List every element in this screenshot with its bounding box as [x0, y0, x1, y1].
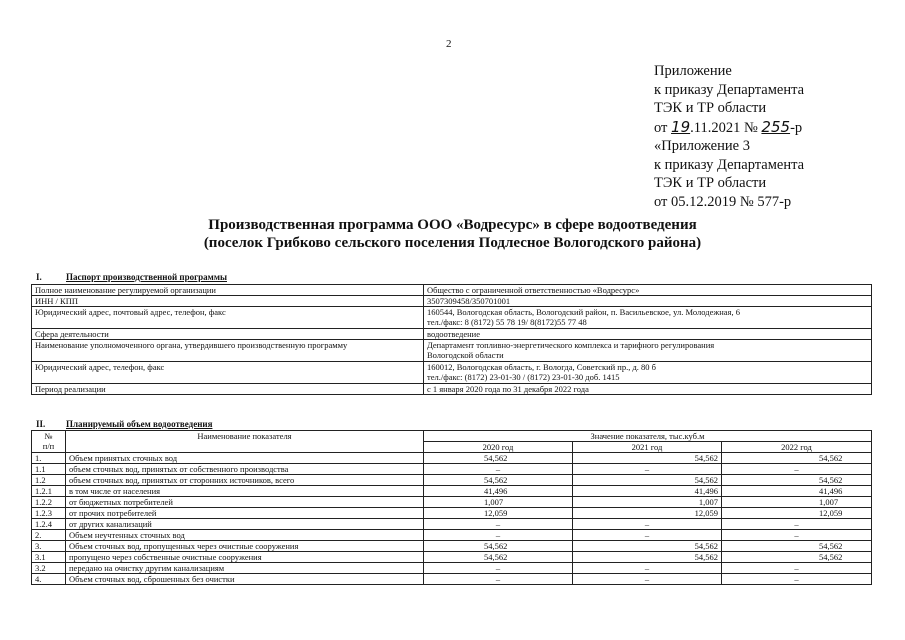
passport-row [32, 296, 872, 307]
section-1-heading [36, 272, 227, 282]
appendix-line: ТЭК и ТР области [654, 100, 767, 116]
row-number: 1.2.2 [32, 497, 66, 508]
row-name: от прочих потребителей [66, 508, 424, 519]
row-number: 1.2.3 [32, 508, 66, 519]
appendix-line: ТЭК и ТР области [654, 175, 767, 191]
volume-row [32, 508, 872, 519]
row-value-2021: – [573, 563, 722, 574]
row-name: Объем сточных вод, пропущенных через очистные сооружения [66, 541, 424, 552]
row-value-2022: 1,007 [722, 497, 872, 508]
passport-value: Общество с ограниченной ответственностью «Водресурс» [424, 285, 872, 296]
row-value-2020: – [424, 519, 573, 530]
header-name: Наименование показателя [66, 431, 424, 453]
passport-row [32, 384, 872, 395]
volume-row [32, 453, 872, 464]
row-value-2020: 12,059 [424, 508, 573, 519]
row-value-2022: – [722, 519, 872, 530]
row-number: 1.1 [32, 464, 66, 475]
row-value-2022: – [722, 464, 872, 475]
passport-label: Юридический адрес, почтовый адрес, телефон, факс [32, 307, 424, 329]
row-value-2020: 54,562 [424, 541, 573, 552]
title-line-2: (поселок Грибково сельского поселения Подлесное Вологодского района) [203, 235, 702, 251]
section-2-heading [36, 419, 212, 429]
passport-table [31, 284, 872, 395]
row-value-2020: 1,007 [424, 497, 573, 508]
row-value-2020: 41,496 [424, 486, 573, 497]
row-value-2021: 12,059 [573, 508, 722, 519]
row-name: объем сточных вод, принятых от сторонних источников, всего [66, 475, 424, 486]
page-number: 2 [446, 38, 452, 50]
volume-row [32, 519, 872, 530]
row-number: 1. [32, 453, 66, 464]
row-value-2022: 41,496 [722, 486, 872, 497]
row-value-2021: – [573, 519, 722, 530]
passport-label: Период реализации [32, 384, 424, 395]
row-name: объем сточных вод, принятых от собственного производства [66, 464, 424, 475]
row-value-2022: 54,562 [722, 552, 872, 563]
row-value-2021: 54,562 [573, 552, 722, 563]
passport-label: ИНН / КПП [32, 296, 424, 307]
row-value-2021: – [573, 530, 722, 541]
order-date-line [654, 118, 894, 138]
passport-label: Полное наименование регулируемой организации [32, 285, 424, 296]
section-title: Планируемый объем водоотведения [66, 419, 213, 429]
row-value-2020: 54,562 [424, 453, 573, 464]
row-name: пропущено через собственные очистные сооружения [66, 552, 424, 563]
appendix-line: к приказу Департамента [654, 81, 805, 98]
row-number: 3.2 [32, 563, 66, 574]
appendix-line: «Приложение 3 [654, 138, 750, 154]
appendix-line: от 05.12.2019 № 577-р [654, 193, 792, 210]
passport-row [32, 285, 872, 296]
row-name: в том числе от населения [66, 486, 424, 497]
passport-value: с 1 января 2020 года по 31 декабря 2022 года [424, 384, 872, 395]
row-value-2021: – [573, 464, 722, 475]
row-value-2020: – [424, 530, 573, 541]
row-number: 2. [32, 530, 66, 541]
volume-table [31, 430, 872, 585]
volume-row [32, 530, 872, 541]
row-value-2020: – [424, 574, 573, 585]
section-title: Паспорт производственной программы [66, 272, 227, 282]
row-number: 3. [32, 541, 66, 552]
header-year: 2020 год [424, 442, 573, 453]
row-value-2020: – [424, 563, 573, 574]
section-number: I. [36, 272, 42, 282]
row-value-2020: – [424, 464, 573, 475]
title-line-1: Производственная программа ООО «Водресурс» в сфере водоотведения [208, 217, 697, 233]
row-value-2022: – [722, 563, 872, 574]
row-name: Объем принятых сточных вод [66, 453, 424, 464]
header-year: 2022 год [722, 442, 872, 453]
row-value-2022: 54,562 [722, 475, 872, 486]
order-mid: .11.2021 № [690, 119, 762, 136]
row-value-2022: 54,562 [722, 453, 872, 464]
row-value-2020: 54,562 [424, 552, 573, 563]
passport-value: Департамент топливно-энергетического комплекса и тарифного регулирования Вологодской области [424, 340, 872, 362]
row-value-2021: 41,496 [573, 486, 722, 497]
volume-row [32, 552, 872, 563]
row-number: 3.1 [32, 552, 66, 563]
passport-label: Юридический адрес, телефон, факс [32, 362, 424, 384]
row-number: 4. [32, 574, 66, 585]
passport-label: Наименование уполномоченного органа, утвердившего производственную программу [32, 340, 424, 362]
volume-row [32, 563, 872, 574]
row-name: передано на очистку другим канализациям [66, 563, 424, 574]
appendix-block [654, 62, 894, 211]
header-no: № п/п [32, 431, 66, 453]
volume-row [32, 574, 872, 585]
row-number: 1.2 [32, 475, 66, 486]
volume-row [32, 464, 872, 475]
section-number: II. [36, 419, 46, 429]
header-value: Значение показателя, тыс.куб.м [424, 431, 872, 442]
row-value-2022: 12,059 [722, 508, 872, 519]
appendix-line: к приказу Департамента [654, 156, 805, 173]
volume-row [32, 475, 872, 486]
passport-row [32, 362, 872, 384]
row-value-2022: – [722, 530, 872, 541]
passport-label: Сфера деятельности [32, 329, 424, 340]
row-value-2021: 54,562 [573, 453, 722, 464]
row-value-2021: 1,007 [573, 497, 722, 508]
row-value-2022: – [722, 574, 872, 585]
order-number-handwritten: 255 [761, 117, 791, 136]
passport-row [32, 340, 872, 362]
row-value-2022: 54,562 [722, 541, 872, 552]
order-suffix: -р [790, 119, 803, 136]
volume-row [32, 486, 872, 497]
row-value-2020: 54,562 [424, 475, 573, 486]
row-name: от других канализаций [66, 519, 424, 530]
row-value-2021: 54,562 [573, 541, 722, 552]
row-number: 1.2.4 [32, 519, 66, 530]
row-value-2021: 54,562 [573, 475, 722, 486]
passport-row [32, 329, 872, 340]
passport-value: 160012, Вологодская область, г. Вологда, Советский пр., д. 80 б тел./факс: (8172) 23-01-30 / (8172) 23-01-30 доб. 1415 [424, 362, 872, 384]
row-name: Объем сточных вод, сброшенных без очистки [66, 574, 424, 585]
row-name: Объем неучтенных сточных вод [66, 530, 424, 541]
document-title [0, 216, 905, 252]
appendix-line: Приложение [654, 63, 732, 79]
row-number: 1.2.1 [32, 486, 66, 497]
row-name: от бюджетных потребителей [66, 497, 424, 508]
row-value-2021: – [573, 574, 722, 585]
order-prefix: от [654, 119, 672, 136]
volume-row [32, 497, 872, 508]
passport-value: 160544, Вологодская область, Вологодский район, п. Васильевское, ул. Молодежная, 6 тел./факс: 8 (8172) 55 78 19/ 8(8172)55 77 48 [424, 307, 872, 329]
header-year: 2021 год [573, 442, 722, 453]
passport-value: 3507309458/350701001 [424, 296, 872, 307]
volume-row [32, 541, 872, 552]
passport-row [32, 307, 872, 329]
passport-value: водоотведение [424, 329, 872, 340]
order-day-handwritten: 19 [671, 117, 691, 136]
